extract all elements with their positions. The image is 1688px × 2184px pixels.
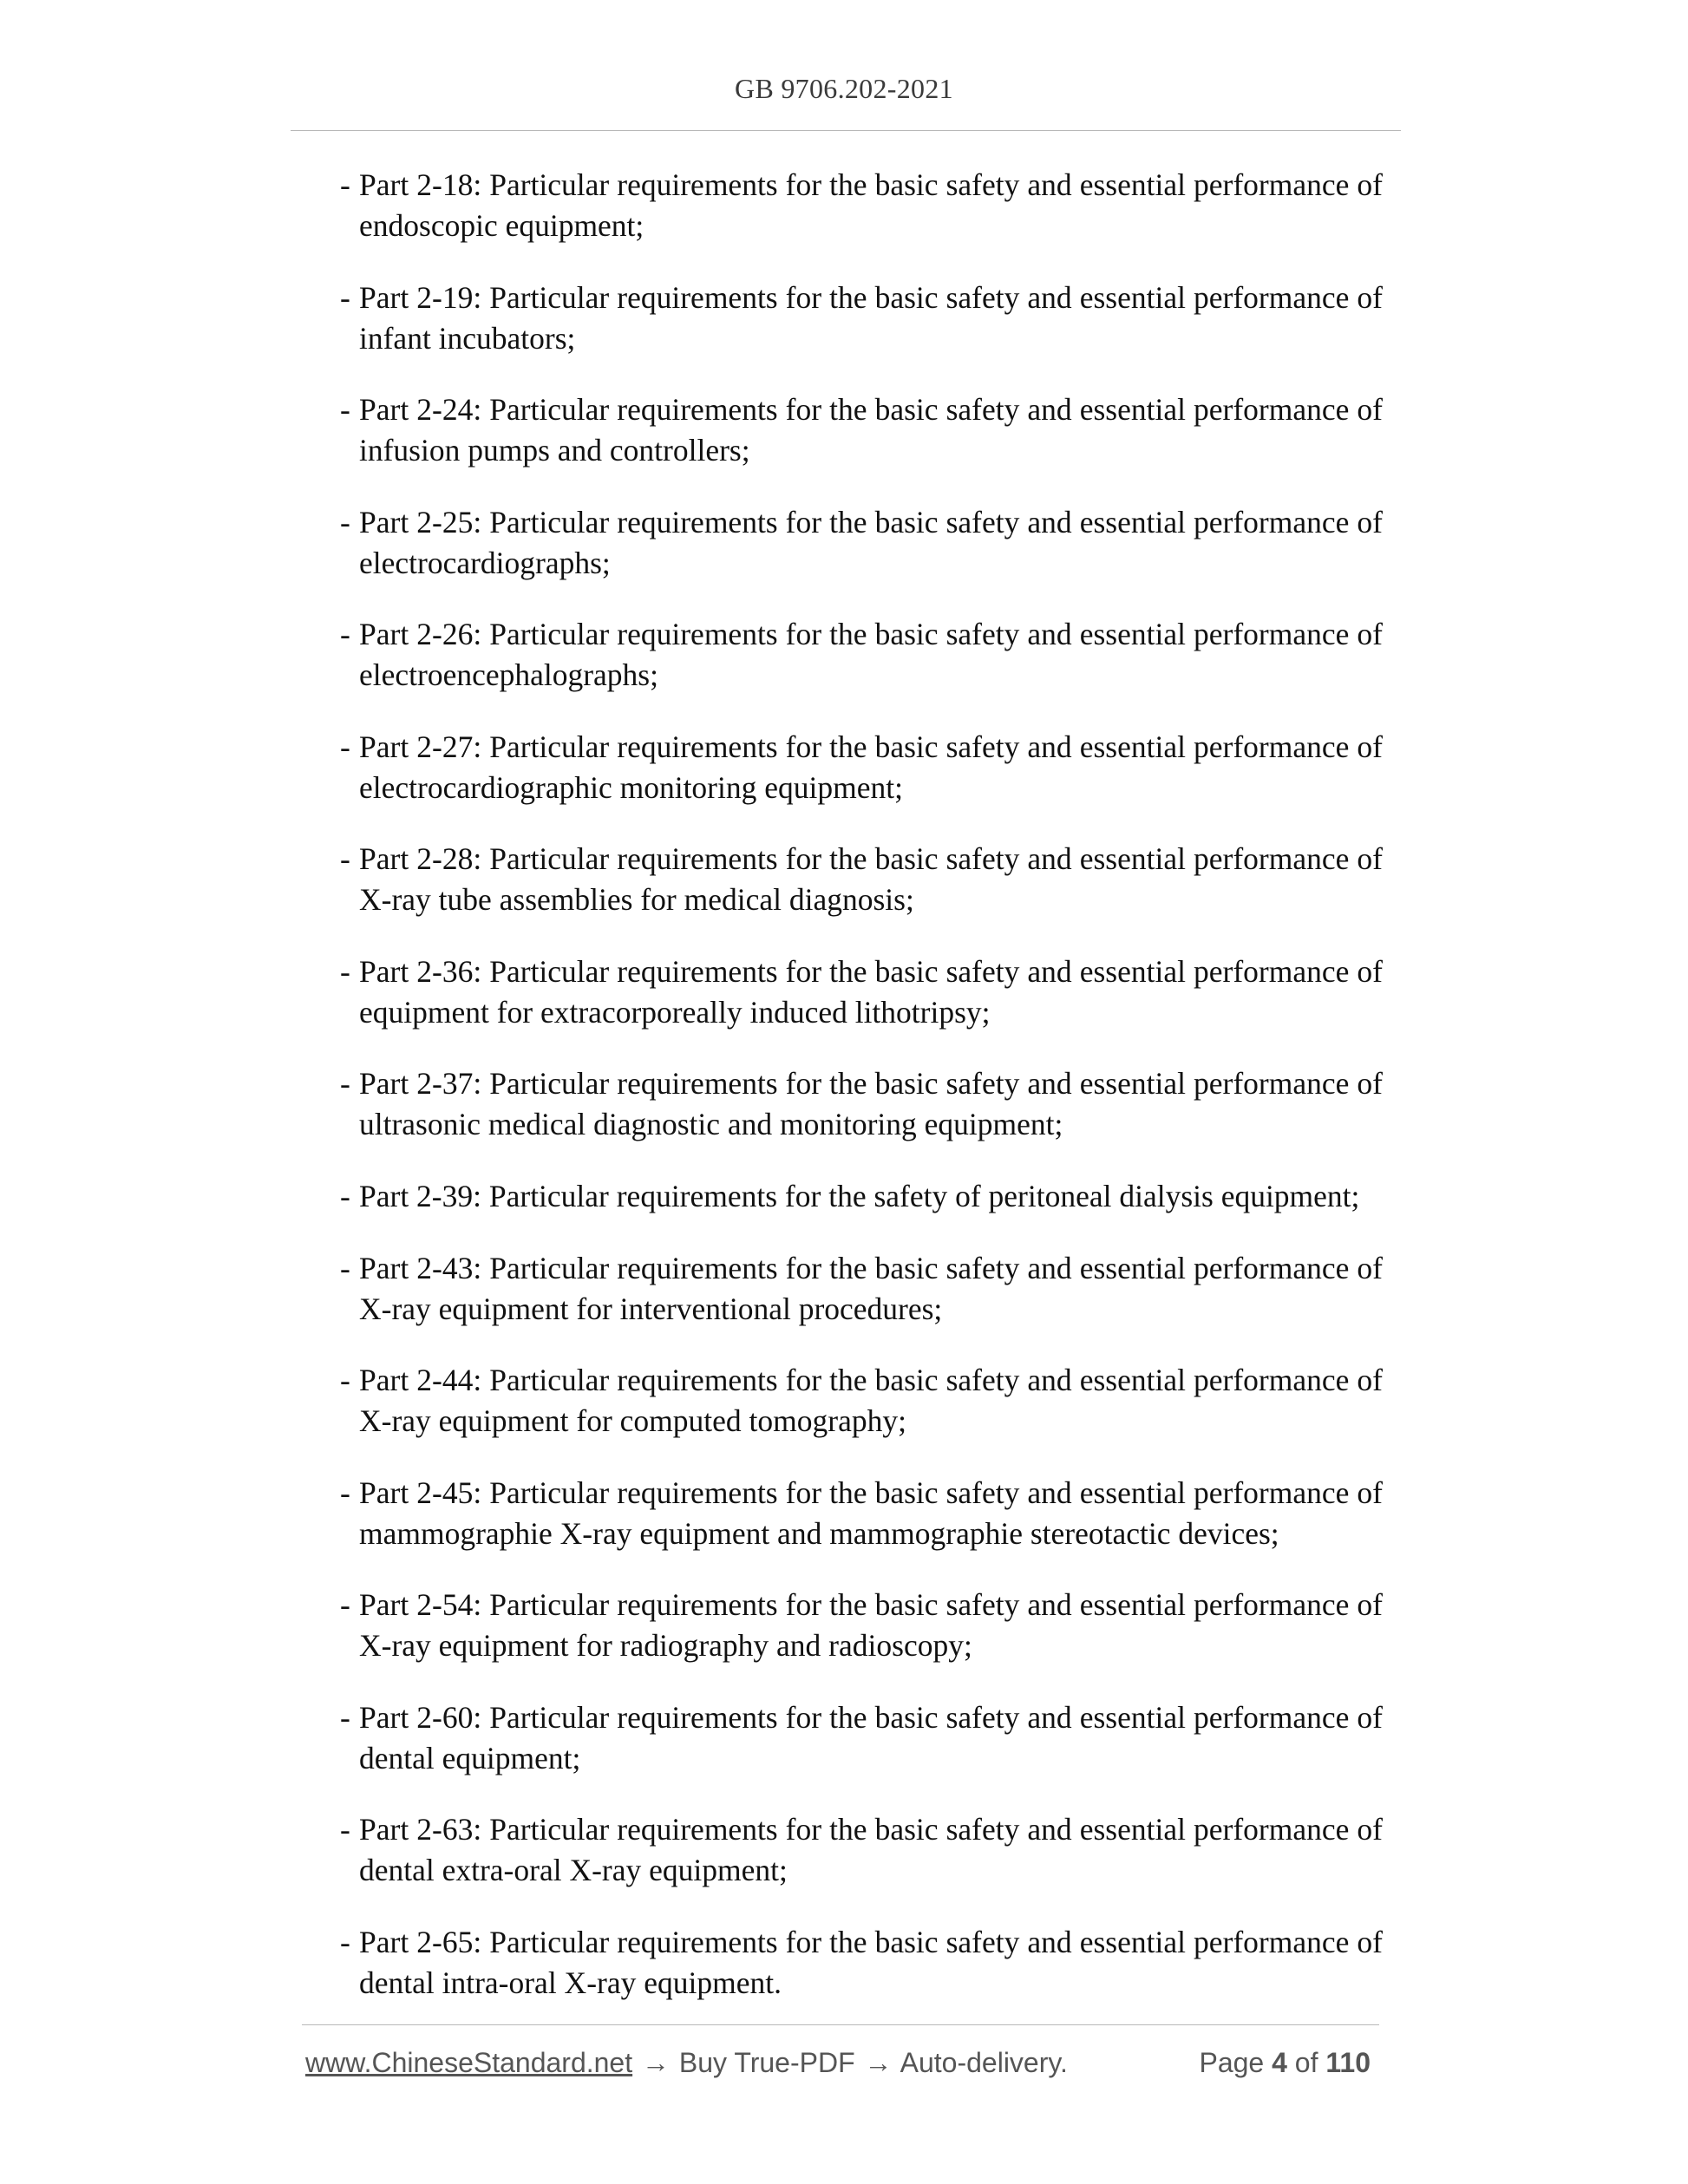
list-bullet: -	[340, 729, 350, 764]
list-item	[340, 727, 1407, 840]
total-pages: 110	[1325, 2047, 1371, 2078]
list-item	[340, 1697, 1407, 1810]
list-item-text: Part 2-25: Particular requirements for the basic safety and essential performance of electrocardiographs;	[359, 504, 1383, 580]
arrow-right-icon: →	[864, 2047, 893, 2078]
footer-divider	[302, 2024, 1379, 2025]
list-bullet: -	[340, 1699, 350, 1735]
list-item-text: Part 2-60: Particular requirements for the basic safety and essential performance of dental equipment;	[359, 1699, 1383, 1775]
footer-promo	[305, 2047, 1068, 2079]
page-footer	[305, 2047, 1381, 2082]
list-bullet: -	[340, 1363, 350, 1397]
list-bullet: -	[340, 1250, 350, 1285]
list-item	[340, 1585, 1407, 1697]
list-item-text: Part 2-19: Particular requirements for the basic safety and essential performance of infant incubators;	[359, 279, 1383, 356]
list-bullet: -	[340, 841, 350, 876]
list-item-text: Part 2-26: Particular requirements for the basic safety and essential performance of electroencephalographs;	[359, 617, 1383, 692]
list-bullet: -	[340, 504, 350, 539]
list-item-text: Part 2-28: Particular requirements for the basic safety and essential performance of X-ray tube assemblies for medical diagnosis;	[359, 841, 1383, 917]
list-bullet: -	[340, 1924, 350, 1959]
list-bullet: -	[340, 279, 350, 315]
list-bullet: -	[340, 1812, 350, 1847]
list-bullet: -	[340, 1066, 350, 1101]
list-item-text: Part 2-37: Particular requirements for the basic safety and essential performance of ultrasonic medical diagnostic and monitoring equipment;	[359, 1066, 1383, 1141]
list-item	[340, 839, 1407, 951]
page-label: Page	[1199, 2047, 1265, 2078]
list-item	[340, 614, 1407, 727]
list-item	[340, 502, 1407, 615]
list-bullet: -	[340, 392, 350, 427]
buy-true-pdf-text: Buy True-PDF	[678, 2047, 855, 2078]
of-label: of	[1294, 2047, 1318, 2078]
list-bullet: -	[340, 617, 350, 651]
list-item	[340, 165, 1407, 278]
list-item-text: Part 2-65: Particular requirements for the basic safety and essential performance of dental intra-oral X-ray equipment.	[359, 1924, 1383, 2000]
standards-list	[340, 165, 1407, 2034]
list-item	[340, 278, 1407, 390]
page-indicator	[1199, 2047, 1371, 2079]
page-number: 4	[1272, 2047, 1287, 2078]
list-bullet: -	[340, 1178, 350, 1213]
auto-delivery-text: Auto-delivery.	[900, 2047, 1068, 2078]
list-item	[340, 1248, 1407, 1361]
site-link[interactable]: www.ChineseStandard.net	[305, 2047, 633, 2078]
list-item-text: Part 2-44: Particular requirements for the basic safety and essential performance of X-ray equipment for computed tomography;	[359, 1363, 1383, 1438]
list-bullet: -	[340, 1587, 350, 1622]
list-item-text: Part 2-27: Particular requirements for the basic safety and essential performance of electrocardiographic monitoring equipment;	[359, 729, 1383, 805]
list-bullet: -	[340, 953, 350, 989]
arrow-right-icon: →	[642, 2047, 670, 2078]
list-item	[340, 389, 1407, 502]
document-code-header: GB 9706.202-2021	[735, 73, 953, 104]
list-item	[340, 951, 1407, 1064]
list-item-text: Part 2-63: Particular requirements for the basic safety and essential performance of dental extra-oral X-ray equipment;	[359, 1812, 1383, 1887]
list-item-text: Part 2-45: Particular requirements for the basic safety and essential performance of mammographie X-ray equipment and mammographie stereotactic devices;	[359, 1475, 1383, 1551]
list-item	[340, 1922, 1407, 2035]
list-bullet: -	[340, 167, 350, 202]
list-item-text: Part 2-39: Particular requirements for the safety of peritoneal dialysis equipment;	[359, 1178, 1360, 1213]
list-item	[340, 1063, 1407, 1176]
list-item	[340, 1809, 1407, 1922]
list-item	[340, 1360, 1407, 1473]
header-divider	[291, 130, 1401, 131]
list-item	[340, 1473, 1407, 1586]
list-item-text: Part 2-43: Particular requirements for the basic safety and essential performance of X-ray equipment for interventional procedures;	[359, 1250, 1383, 1326]
list-bullet: -	[340, 1475, 350, 1510]
list-item-text: Part 2-36: Particular requirements for the basic safety and essential performance of equipment for extracorporeally induced lithotripsy;	[359, 953, 1383, 1030]
list-item-text: Part 2-18: Particular requirements for the basic safety and essential performance of endoscopic equipment;	[359, 167, 1383, 243]
list-item-text: Part 2-24: Particular requirements for the basic safety and essential performance of infusion pumps and controllers;	[359, 392, 1383, 468]
list-item-text: Part 2-54: Particular requirements for the basic safety and essential performance of X-ray equipment for radiography and radioscopy;	[359, 1587, 1383, 1663]
list-item	[340, 1176, 1407, 1248]
